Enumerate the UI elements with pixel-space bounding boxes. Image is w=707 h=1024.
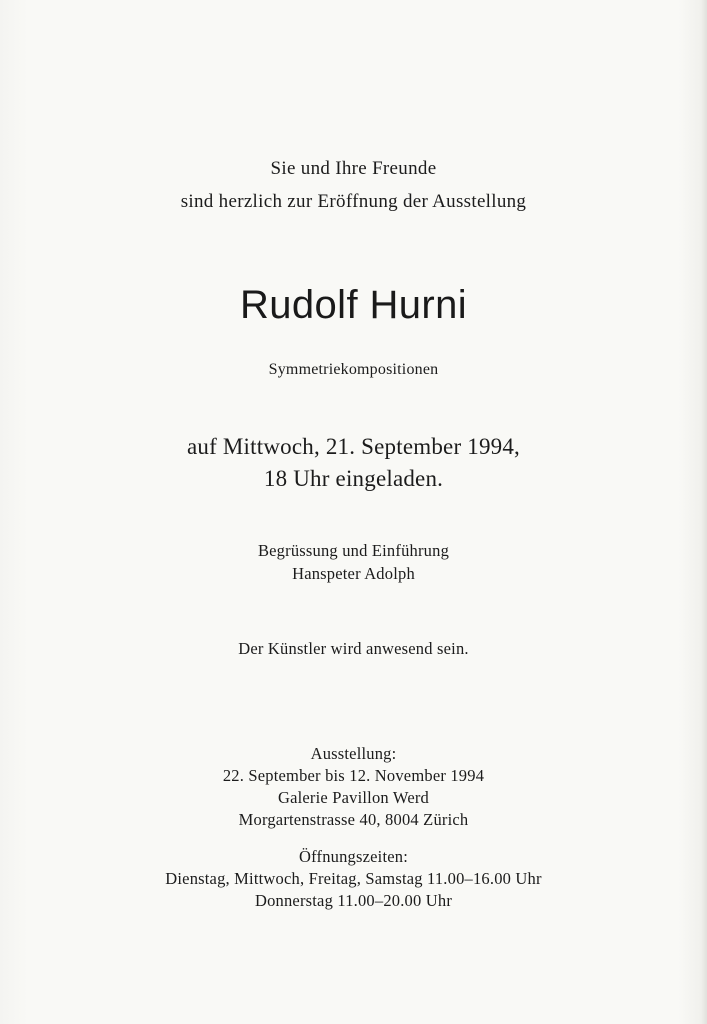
gallery-address: Morgartenstrasse 40, 8004 Zürich	[238, 810, 469, 829]
exhibition-title: Symmetriekompositionen	[268, 361, 439, 378]
intro-line-2: sind herzlich zur Eröffnung der Ausstellung	[180, 191, 527, 212]
opening-hours-heading: Öffnungszeiten:	[298, 847, 408, 866]
speaker-name: Hanspeter Adolph	[292, 564, 415, 583]
opening-hours-line-1: Dienstag, Mittwoch, Freitag, Samstag 11.00–16.00 Uhr	[165, 869, 542, 888]
opening-time: 18 Uhr eingeladen.	[263, 466, 444, 491]
opening-date: auf Mittwoch, 21. September 1994,	[186, 434, 520, 459]
artist-name: Rudolf Hurni	[239, 283, 468, 327]
intro-line-1: Sie und Ihre Freunde	[270, 158, 437, 179]
exhibition-dates: 22. September bis 12. November 1994	[222, 766, 485, 785]
gallery-name: Galerie Pavillon Werd	[277, 788, 430, 807]
opening-hours-line-2: Donnerstag 11.00–20.00 Uhr	[254, 891, 453, 910]
welcome-line: Begrüssung und Einführung	[257, 541, 450, 560]
exhibition-heading: Ausstellung:	[310, 744, 397, 763]
artist-presence-note: Der Künstler wird anwesend sein.	[238, 639, 469, 658]
